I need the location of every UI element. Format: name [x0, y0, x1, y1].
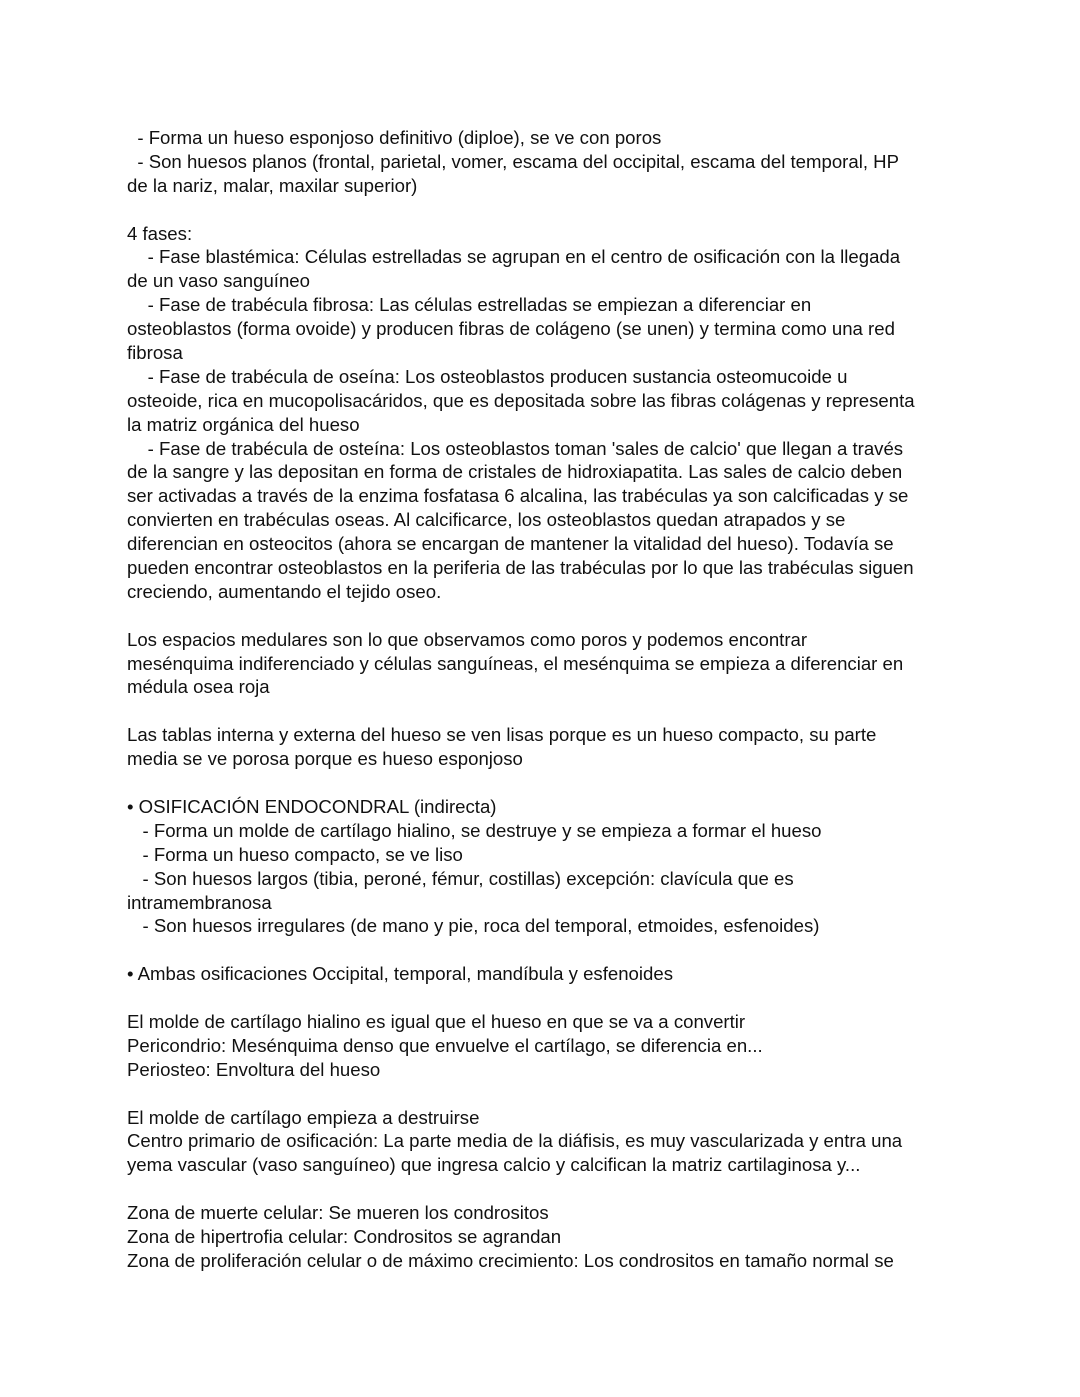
text-line: pueden encontrar osteoblastos en la periferia de las trabéculas por lo que las trabéculas siguen — [127, 557, 914, 579]
text-line: Las tablas interna y externa del hueso se ven lisas porque es un hueso compacto, su parte — [127, 724, 877, 746]
text-line: Pericondrio: Mesénquima denso que envuelve el cartílago, se diferencia en... — [127, 1034, 763, 1056]
blank-line — [127, 198, 967, 222]
text-line: - Forma un hueso compacto, se ve liso — [127, 843, 463, 865]
text-line: médula osea roja — [127, 676, 270, 698]
blank-line — [127, 986, 967, 1010]
text-line: yema vascular (vaso sanguíneo) que ingresa calcio y calcifican la matriz cartilaginosa y... — [127, 1154, 861, 1176]
text-line: diferencian en osteocitos (ahora se encargan de mantener la vitalidad del hueso). Todavía se — [127, 533, 894, 555]
text-line: Centro primario de osificación: La parte media de la diáfisis, es muy vascularizada y entra una — [127, 1130, 903, 1152]
text-line: - Son huesos planos (frontal, parietal, vomer, escama del occipital, escama del temporal, HP — [127, 150, 900, 172]
text-line: de la nariz, malar, maxilar superior) — [127, 174, 418, 196]
text-line: • Ambas osificaciones Occipital, temporal, mandíbula y esfenoides — [127, 963, 674, 985]
text-line: - Fase blastémica: Células estrelladas se agrupan en el centro de osificación con la llegada — [127, 246, 901, 268]
text-line: osteoide, rica en mucopolisacáridos, que es depositada sobre las fibras colágenas y representa — [127, 389, 915, 411]
text-line: - Fase de trabécula fibrosa: Las células estrelladas se empiezan a diferenciar en — [127, 294, 812, 316]
text-line: de la sangre y las depositan en forma de cristales de hidroxiapatita. Las sales de calcio deben — [127, 461, 903, 483]
text-line: Zona de hipertrofia celular: Condrositos se agrandan — [127, 1225, 562, 1247]
text-line: - Forma un hueso esponjoso definitivo (diploe), se ve con poros — [127, 127, 662, 148]
text-line: osteoblastos (forma ovoide) y producen fibras de colágeno (se unen) y termina como una red — [127, 318, 895, 340]
text-line: ser activadas a través de la enzima fosfatasa 6 alcalina, las trabéculas ya son calcificadas y se — [127, 485, 909, 507]
text-line: Periosteo: Envoltura del hueso — [127, 1058, 381, 1080]
text-line: fibrosa — [127, 342, 183, 364]
text-line: de un vaso sanguíneo — [127, 270, 310, 292]
text-line: Zona de muerte celular: Se mueren los condrositos — [127, 1202, 549, 1224]
blank-line — [127, 1082, 967, 1106]
text-line: El molde de cartílago hialino es igual que el hueso en que se va a convertir — [127, 1010, 746, 1032]
text-line: media se ve porosa porque es hueso esponjoso — [127, 748, 523, 770]
blank-line — [127, 938, 967, 962]
text-line: mesénquima indiferenciado y células sanguíneas, el mesénquima se empieza a diferenciar en — [127, 652, 904, 674]
text-line: la matriz orgánica del hueso — [127, 413, 360, 435]
text-line: El molde de cartílago empieza a destruirse — [127, 1106, 480, 1128]
blank-line — [127, 699, 967, 723]
blank-line — [127, 1177, 967, 1201]
text-line: • OSIFICACIÓN ENDOCONDRAL (indirecta) — [127, 795, 497, 817]
text-line: - Forma un molde de cartílago hialino, se destruye y se empieza a formar el hueso — [127, 819, 822, 841]
document-page — [127, 126, 967, 1273]
text-line: - Son huesos irregulares (de mano y pie, roca del temporal, etmoides, esfenoides) — [127, 915, 820, 937]
text-line: convierten en trabéculas oseas. Al calcificarce, los osteoblastos quedan atrapados y se — [127, 509, 846, 531]
text-line: Zona de proliferación celular o de máximo crecimiento: Los condrositos en tamaño normal se — [127, 1249, 894, 1271]
text-line: 4 fases: — [127, 222, 193, 244]
text-line: intramembranosa — [127, 891, 272, 913]
blank-line — [127, 604, 967, 628]
text-line: - Son huesos largos (tibia, peroné, fémur, costillas) excepción: clavícula que es — [127, 867, 794, 889]
blank-line — [127, 771, 967, 795]
text-line: Los espacios medulares son lo que observamos como poros y podemos encontrar — [127, 628, 808, 650]
text-line: - Fase de trabécula de osteína: Los osteoblastos toman 'sales de calcio' que llegan a través — [127, 437, 904, 459]
text-line: creciendo, aumentando el tejido oseo. — [127, 580, 442, 602]
text-line: - Fase de trabécula de oseína: Los osteoblastos producen sustancia osteomucoide u — [127, 365, 848, 387]
